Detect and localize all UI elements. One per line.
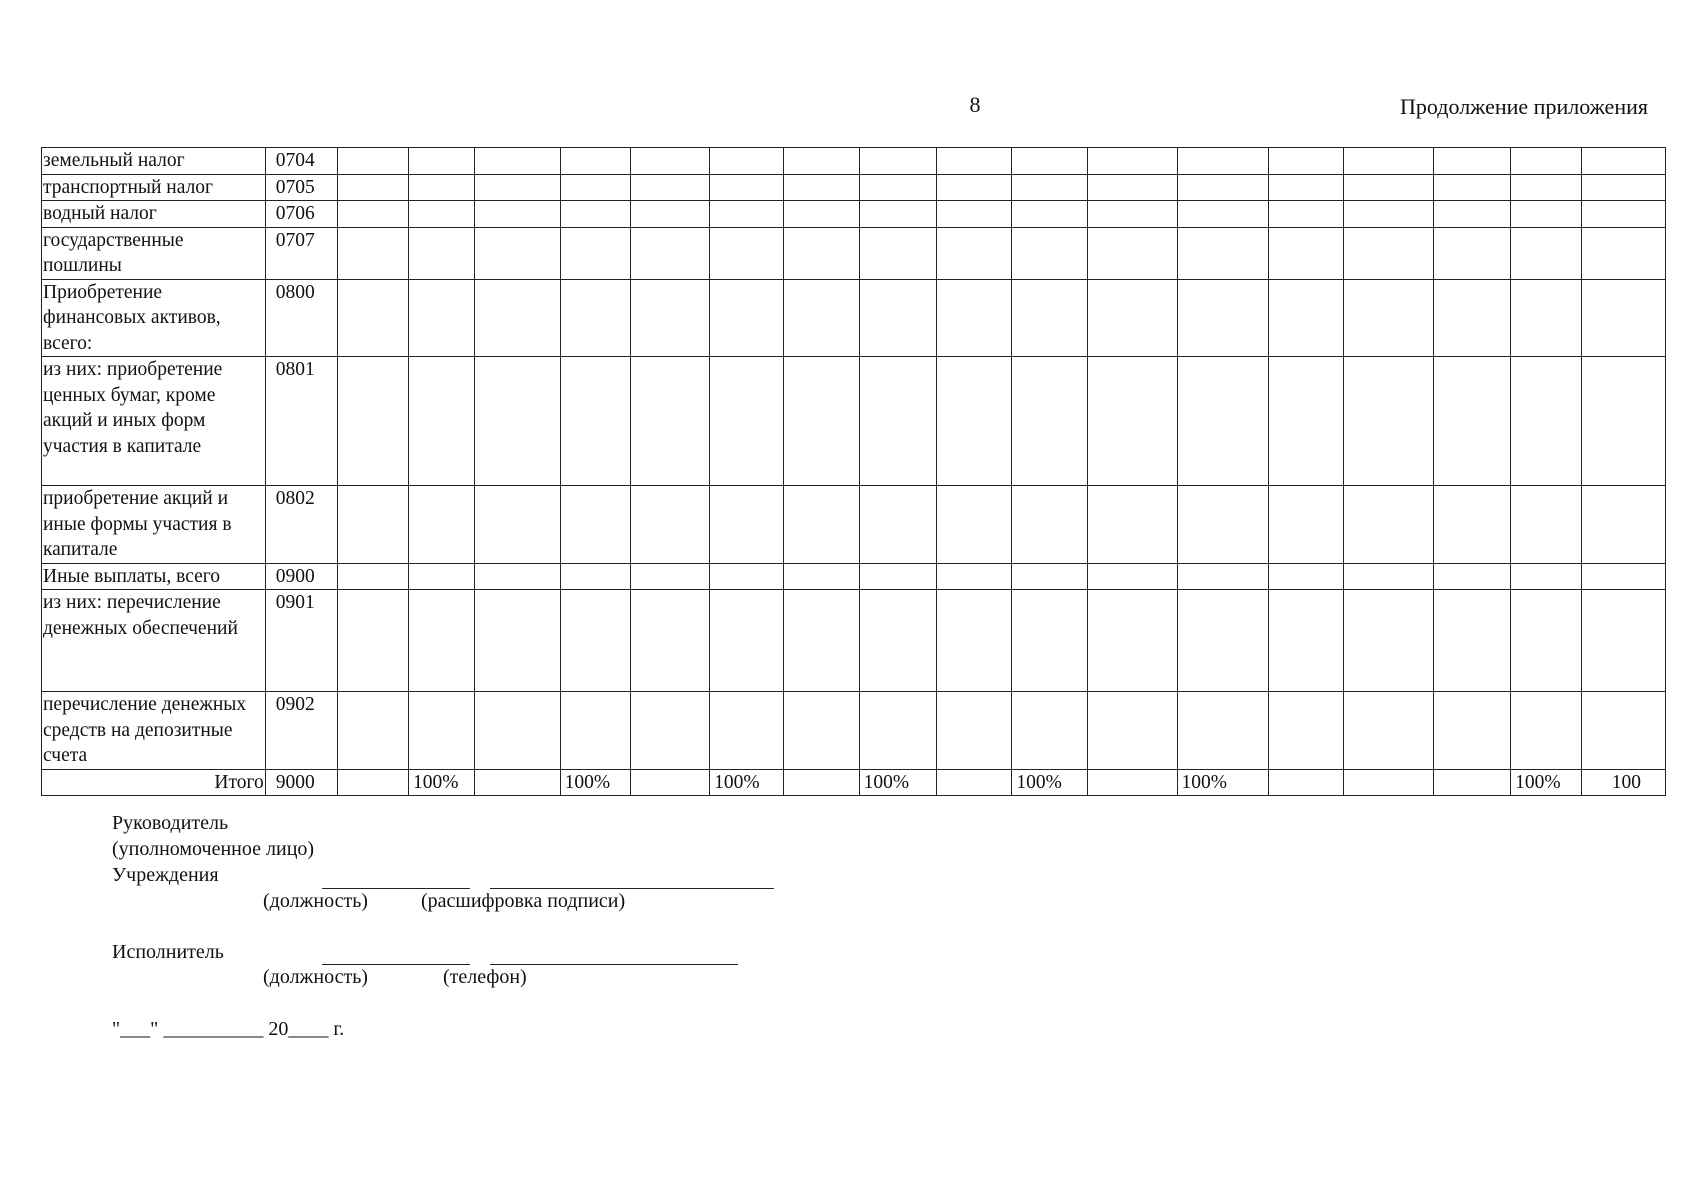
row-code: 0902 <box>265 692 337 770</box>
table-cell[interactable] <box>560 201 630 228</box>
total-cell[interactable] <box>1268 769 1343 796</box>
table-cell[interactable] <box>474 692 560 770</box>
total-cell[interactable]: 100% <box>560 769 630 796</box>
head-label-line3: Учреждения <box>112 864 219 886</box>
table-cell[interactable] <box>474 227 560 279</box>
table-cell[interactable] <box>474 174 560 201</box>
table-cell[interactable] <box>1433 201 1510 228</box>
table-cell[interactable] <box>859 563 936 590</box>
table-cell[interactable] <box>1177 590 1268 692</box>
table-cell[interactable] <box>1343 692 1433 770</box>
table-cell[interactable] <box>859 357 936 486</box>
table-cell[interactable] <box>409 357 475 486</box>
table-cell[interactable] <box>784 201 859 228</box>
table-row <box>42 563 1666 590</box>
table-cell[interactable] <box>409 563 475 590</box>
table-cell[interactable] <box>474 590 560 692</box>
table-cell[interactable] <box>337 486 408 564</box>
table-cell[interactable] <box>1177 201 1268 228</box>
total-cell[interactable]: 100% <box>1177 769 1268 796</box>
table-cell[interactable] <box>1177 279 1268 357</box>
table-cell[interactable] <box>1012 174 1087 201</box>
page-number: 8 <box>969 92 981 117</box>
table-cell[interactable] <box>710 486 784 564</box>
row-code: 0707 <box>265 227 337 279</box>
table-cell[interactable] <box>1343 563 1433 590</box>
table-cell[interactable] <box>1087 590 1177 692</box>
table-cell[interactable] <box>710 692 784 770</box>
report-table <box>41 147 1666 796</box>
table-cell[interactable] <box>1087 486 1177 564</box>
table-cell[interactable] <box>630 279 709 357</box>
table-cell[interactable] <box>1087 201 1177 228</box>
table-cell[interactable] <box>1433 174 1510 201</box>
table-row <box>42 227 1666 279</box>
table-cell[interactable] <box>710 590 784 692</box>
table-cell[interactable] <box>1343 174 1433 201</box>
table-cell[interactable] <box>1582 148 1666 175</box>
head-signature-decoding-line[interactable] <box>490 888 774 889</box>
table-row <box>42 486 1666 564</box>
row-label: государственные пошлины <box>42 227 266 279</box>
total-code: 9000 <box>265 769 337 796</box>
table-cell[interactable] <box>1343 590 1433 692</box>
table-cell[interactable] <box>474 201 560 228</box>
row-label: перечисление денежных средств на депозитные счета <box>42 692 266 770</box>
table-cell[interactable] <box>1582 279 1666 357</box>
executor-label: Исполнитель <box>112 941 224 963</box>
table-cell[interactable] <box>937 227 1012 279</box>
table-cell[interactable] <box>1433 357 1510 486</box>
table-cell[interactable] <box>784 148 859 175</box>
table-cell[interactable] <box>337 563 408 590</box>
table-cell[interactable] <box>1087 563 1177 590</box>
table-cell[interactable] <box>1268 201 1343 228</box>
total-cell[interactable] <box>630 769 709 796</box>
position-caption-2: (должность) <box>263 966 368 988</box>
table-cell[interactable] <box>1268 486 1343 564</box>
row-code: 0901 <box>265 590 337 692</box>
table-cell[interactable] <box>859 148 936 175</box>
total-cell[interactable]: 100% <box>1511 769 1582 796</box>
table-cell[interactable] <box>1511 174 1582 201</box>
table-cell[interactable] <box>560 486 630 564</box>
table-cell[interactable] <box>560 227 630 279</box>
table-cell[interactable] <box>1343 201 1433 228</box>
total-cell[interactable] <box>1087 769 1177 796</box>
table-cell[interactable] <box>1582 201 1666 228</box>
table-cell[interactable] <box>1433 590 1510 692</box>
table-cell[interactable] <box>859 486 936 564</box>
table-cell[interactable] <box>710 279 784 357</box>
row-label: Приобретение финансовых активов, всего: <box>42 279 266 357</box>
table-cell[interactable] <box>1012 590 1087 692</box>
table-cell[interactable] <box>937 590 1012 692</box>
table-cell[interactable] <box>630 148 709 175</box>
executor-position-line[interactable] <box>322 964 470 965</box>
head-position-line[interactable] <box>322 888 470 889</box>
table-cell[interactable] <box>1433 279 1510 357</box>
table-cell[interactable] <box>337 227 408 279</box>
table-cell[interactable] <box>937 692 1012 770</box>
table-cell[interactable] <box>937 148 1012 175</box>
total-cell[interactable] <box>784 769 859 796</box>
table-cell[interactable] <box>1087 148 1177 175</box>
row-code: 0704 <box>265 148 337 175</box>
table-cell[interactable] <box>560 563 630 590</box>
table-cell[interactable] <box>630 174 709 201</box>
row-label: Иные выплаты, всего <box>42 563 266 590</box>
table-cell[interactable] <box>710 174 784 201</box>
total-cell[interactable]: 100 <box>1582 769 1666 796</box>
table-cell[interactable] <box>784 692 859 770</box>
table-cell[interactable] <box>710 227 784 279</box>
table-cell[interactable] <box>409 590 475 692</box>
table-cell[interactable] <box>1268 227 1343 279</box>
total-cell[interactable] <box>937 769 1012 796</box>
table-cell[interactable] <box>409 692 475 770</box>
table-cell[interactable] <box>784 279 859 357</box>
table-cell[interactable] <box>1012 692 1087 770</box>
table-row <box>42 174 1666 201</box>
table-cell[interactable] <box>1012 486 1087 564</box>
table-cell[interactable] <box>409 486 475 564</box>
table-cell[interactable] <box>337 590 408 692</box>
row-code: 0801 <box>265 357 337 486</box>
table-cell[interactable] <box>560 279 630 357</box>
table-cell[interactable] <box>337 692 408 770</box>
table-cell[interactable] <box>1268 148 1343 175</box>
total-cell[interactable]: 100% <box>859 769 936 796</box>
table-cell[interactable] <box>1268 590 1343 692</box>
table-cell[interactable] <box>1582 563 1666 590</box>
table-cell[interactable] <box>859 590 936 692</box>
table-cell[interactable] <box>1511 486 1582 564</box>
table-cell[interactable] <box>560 174 630 201</box>
table-cell[interactable] <box>1087 692 1177 770</box>
table-cell[interactable] <box>630 563 709 590</box>
table-cell[interactable] <box>784 227 859 279</box>
total-cell[interactable]: 100% <box>1012 769 1087 796</box>
table-row <box>42 590 1666 692</box>
table-cell[interactable] <box>859 227 936 279</box>
table-cell[interactable] <box>1433 563 1510 590</box>
row-code: 0900 <box>265 563 337 590</box>
table-cell[interactable] <box>560 357 630 486</box>
table-cell[interactable] <box>1582 227 1666 279</box>
table-cell[interactable] <box>1511 590 1582 692</box>
table-cell[interactable] <box>937 201 1012 228</box>
table-cell[interactable] <box>337 279 408 357</box>
table-cell[interactable] <box>1582 174 1666 201</box>
table-cell[interactable] <box>1268 174 1343 201</box>
table-cell[interactable] <box>409 201 475 228</box>
table-cell[interactable] <box>1087 357 1177 486</box>
table-cell[interactable] <box>1012 227 1087 279</box>
phone-caption: (телефон) <box>443 966 527 988</box>
table-cell[interactable] <box>409 148 475 175</box>
total-row <box>42 769 1666 796</box>
table-row <box>42 148 1666 175</box>
table-cell[interactable] <box>1582 486 1666 564</box>
total-cell[interactable]: 100% <box>409 769 475 796</box>
table-cell[interactable] <box>474 279 560 357</box>
table-cell[interactable] <box>474 563 560 590</box>
table-cell[interactable] <box>1511 563 1582 590</box>
table-cell[interactable] <box>560 692 630 770</box>
table-cell[interactable] <box>1012 148 1087 175</box>
table-cell[interactable] <box>1087 227 1177 279</box>
row-label: земельный налог <box>42 148 266 175</box>
table-cell[interactable] <box>1582 357 1666 486</box>
table-cell[interactable] <box>630 201 709 228</box>
table-cell[interactable] <box>1511 357 1582 486</box>
table-cell[interactable] <box>1177 148 1268 175</box>
continuation-heading: Продолжение приложения <box>1400 94 1648 119</box>
total-cell[interactable] <box>337 769 408 796</box>
table-cell[interactable] <box>1268 692 1343 770</box>
table-cell[interactable] <box>409 227 475 279</box>
table-row <box>42 692 1666 770</box>
table-cell[interactable] <box>1343 148 1433 175</box>
table-cell[interactable] <box>409 174 475 201</box>
table-cell[interactable] <box>1433 227 1510 279</box>
row-code: 0706 <box>265 201 337 228</box>
table-cell[interactable] <box>937 563 1012 590</box>
table-cell[interactable] <box>630 357 709 486</box>
table-cell[interactable] <box>1012 201 1087 228</box>
table-cell[interactable] <box>560 590 630 692</box>
table-cell[interactable] <box>337 148 408 175</box>
table-cell[interactable] <box>337 201 408 228</box>
table-cell[interactable] <box>560 148 630 175</box>
table-cell[interactable] <box>1511 201 1582 228</box>
table-cell[interactable] <box>1343 486 1433 564</box>
table-cell[interactable] <box>1511 692 1582 770</box>
table-cell[interactable] <box>784 174 859 201</box>
table-cell[interactable] <box>937 279 1012 357</box>
row-code: 0802 <box>265 486 337 564</box>
table-cell[interactable] <box>1177 174 1268 201</box>
table-cell[interactable] <box>1343 357 1433 486</box>
table-cell[interactable] <box>710 201 784 228</box>
table-cell[interactable] <box>474 148 560 175</box>
table-cell[interactable] <box>1177 692 1268 770</box>
table-cell[interactable] <box>1511 279 1582 357</box>
table-cell[interactable] <box>859 692 936 770</box>
total-label: Итого <box>42 769 266 796</box>
date-line[interactable]: "___" __________ 20____ г. <box>112 1018 345 1040</box>
table-cell[interactable] <box>1087 279 1177 357</box>
table-cell[interactable] <box>1268 563 1343 590</box>
table-cell[interactable] <box>784 486 859 564</box>
table-cell[interactable] <box>474 357 560 486</box>
table-cell[interactable] <box>1343 227 1433 279</box>
table-row <box>42 201 1666 228</box>
row-label: транспортный налог <box>42 174 266 201</box>
table-cell[interactable] <box>1343 279 1433 357</box>
table-cell[interactable] <box>1433 148 1510 175</box>
table-row <box>42 279 1666 357</box>
table-cell[interactable] <box>1582 692 1666 770</box>
table-cell[interactable] <box>859 201 936 228</box>
row-label: приобретение акций и иные формы участия в капитале <box>42 486 266 564</box>
table-cell[interactable] <box>784 563 859 590</box>
table-cell[interactable] <box>1087 174 1177 201</box>
table-cell[interactable] <box>1012 357 1087 486</box>
table-cell[interactable] <box>1177 227 1268 279</box>
table-cell[interactable] <box>1511 148 1582 175</box>
table-cell[interactable] <box>859 174 936 201</box>
table-cell[interactable] <box>337 174 408 201</box>
table-cell[interactable] <box>630 227 709 279</box>
head-label-line2: (уполномоченное лицо) <box>112 838 315 860</box>
table-cell[interactable] <box>1433 486 1510 564</box>
table-cell[interactable] <box>937 174 1012 201</box>
row-code: 0705 <box>265 174 337 201</box>
table-cell[interactable] <box>1012 563 1087 590</box>
table-cell[interactable] <box>1177 563 1268 590</box>
total-cell[interactable] <box>474 769 560 796</box>
table-cell[interactable] <box>710 357 784 486</box>
table-cell[interactable] <box>859 279 936 357</box>
table-cell[interactable] <box>710 563 784 590</box>
table-cell[interactable] <box>937 486 1012 564</box>
table-cell[interactable] <box>409 279 475 357</box>
table-row <box>42 357 1666 486</box>
total-cell[interactable] <box>1433 769 1510 796</box>
position-caption: (должность) <box>263 890 368 912</box>
table-cell[interactable] <box>337 357 408 486</box>
total-cell[interactable]: 100% <box>710 769 784 796</box>
table-cell[interactable] <box>474 486 560 564</box>
table-cell[interactable] <box>1268 279 1343 357</box>
table-cell[interactable] <box>710 148 784 175</box>
table-cell[interactable] <box>784 357 859 486</box>
table-cell[interactable] <box>1582 590 1666 692</box>
head-label-line1: Руководитель <box>112 812 229 834</box>
table-cell[interactable] <box>1511 227 1582 279</box>
table-cell[interactable] <box>1012 279 1087 357</box>
table-cell[interactable] <box>630 590 709 692</box>
row-code: 0800 <box>265 279 337 357</box>
table-cell[interactable] <box>784 590 859 692</box>
table-cell[interactable] <box>1177 357 1268 486</box>
table-cell[interactable] <box>1268 357 1343 486</box>
table-cell[interactable] <box>937 357 1012 486</box>
table-cell[interactable] <box>630 486 709 564</box>
row-label: водный налог <box>42 201 266 228</box>
signature-decoding-caption: (расшифровка подписи) <box>421 890 626 912</box>
row-label: из них: перечисление денежных обеспечений <box>42 590 266 692</box>
table-cell[interactable] <box>1433 692 1510 770</box>
table-cell[interactable] <box>630 692 709 770</box>
total-cell[interactable] <box>1343 769 1433 796</box>
row-label: из них: приобретение ценных бумаг, кроме акций и иных форм участия в капитале <box>42 357 266 486</box>
table-cell[interactable] <box>1177 486 1268 564</box>
executor-phone-line[interactable] <box>490 964 738 965</box>
